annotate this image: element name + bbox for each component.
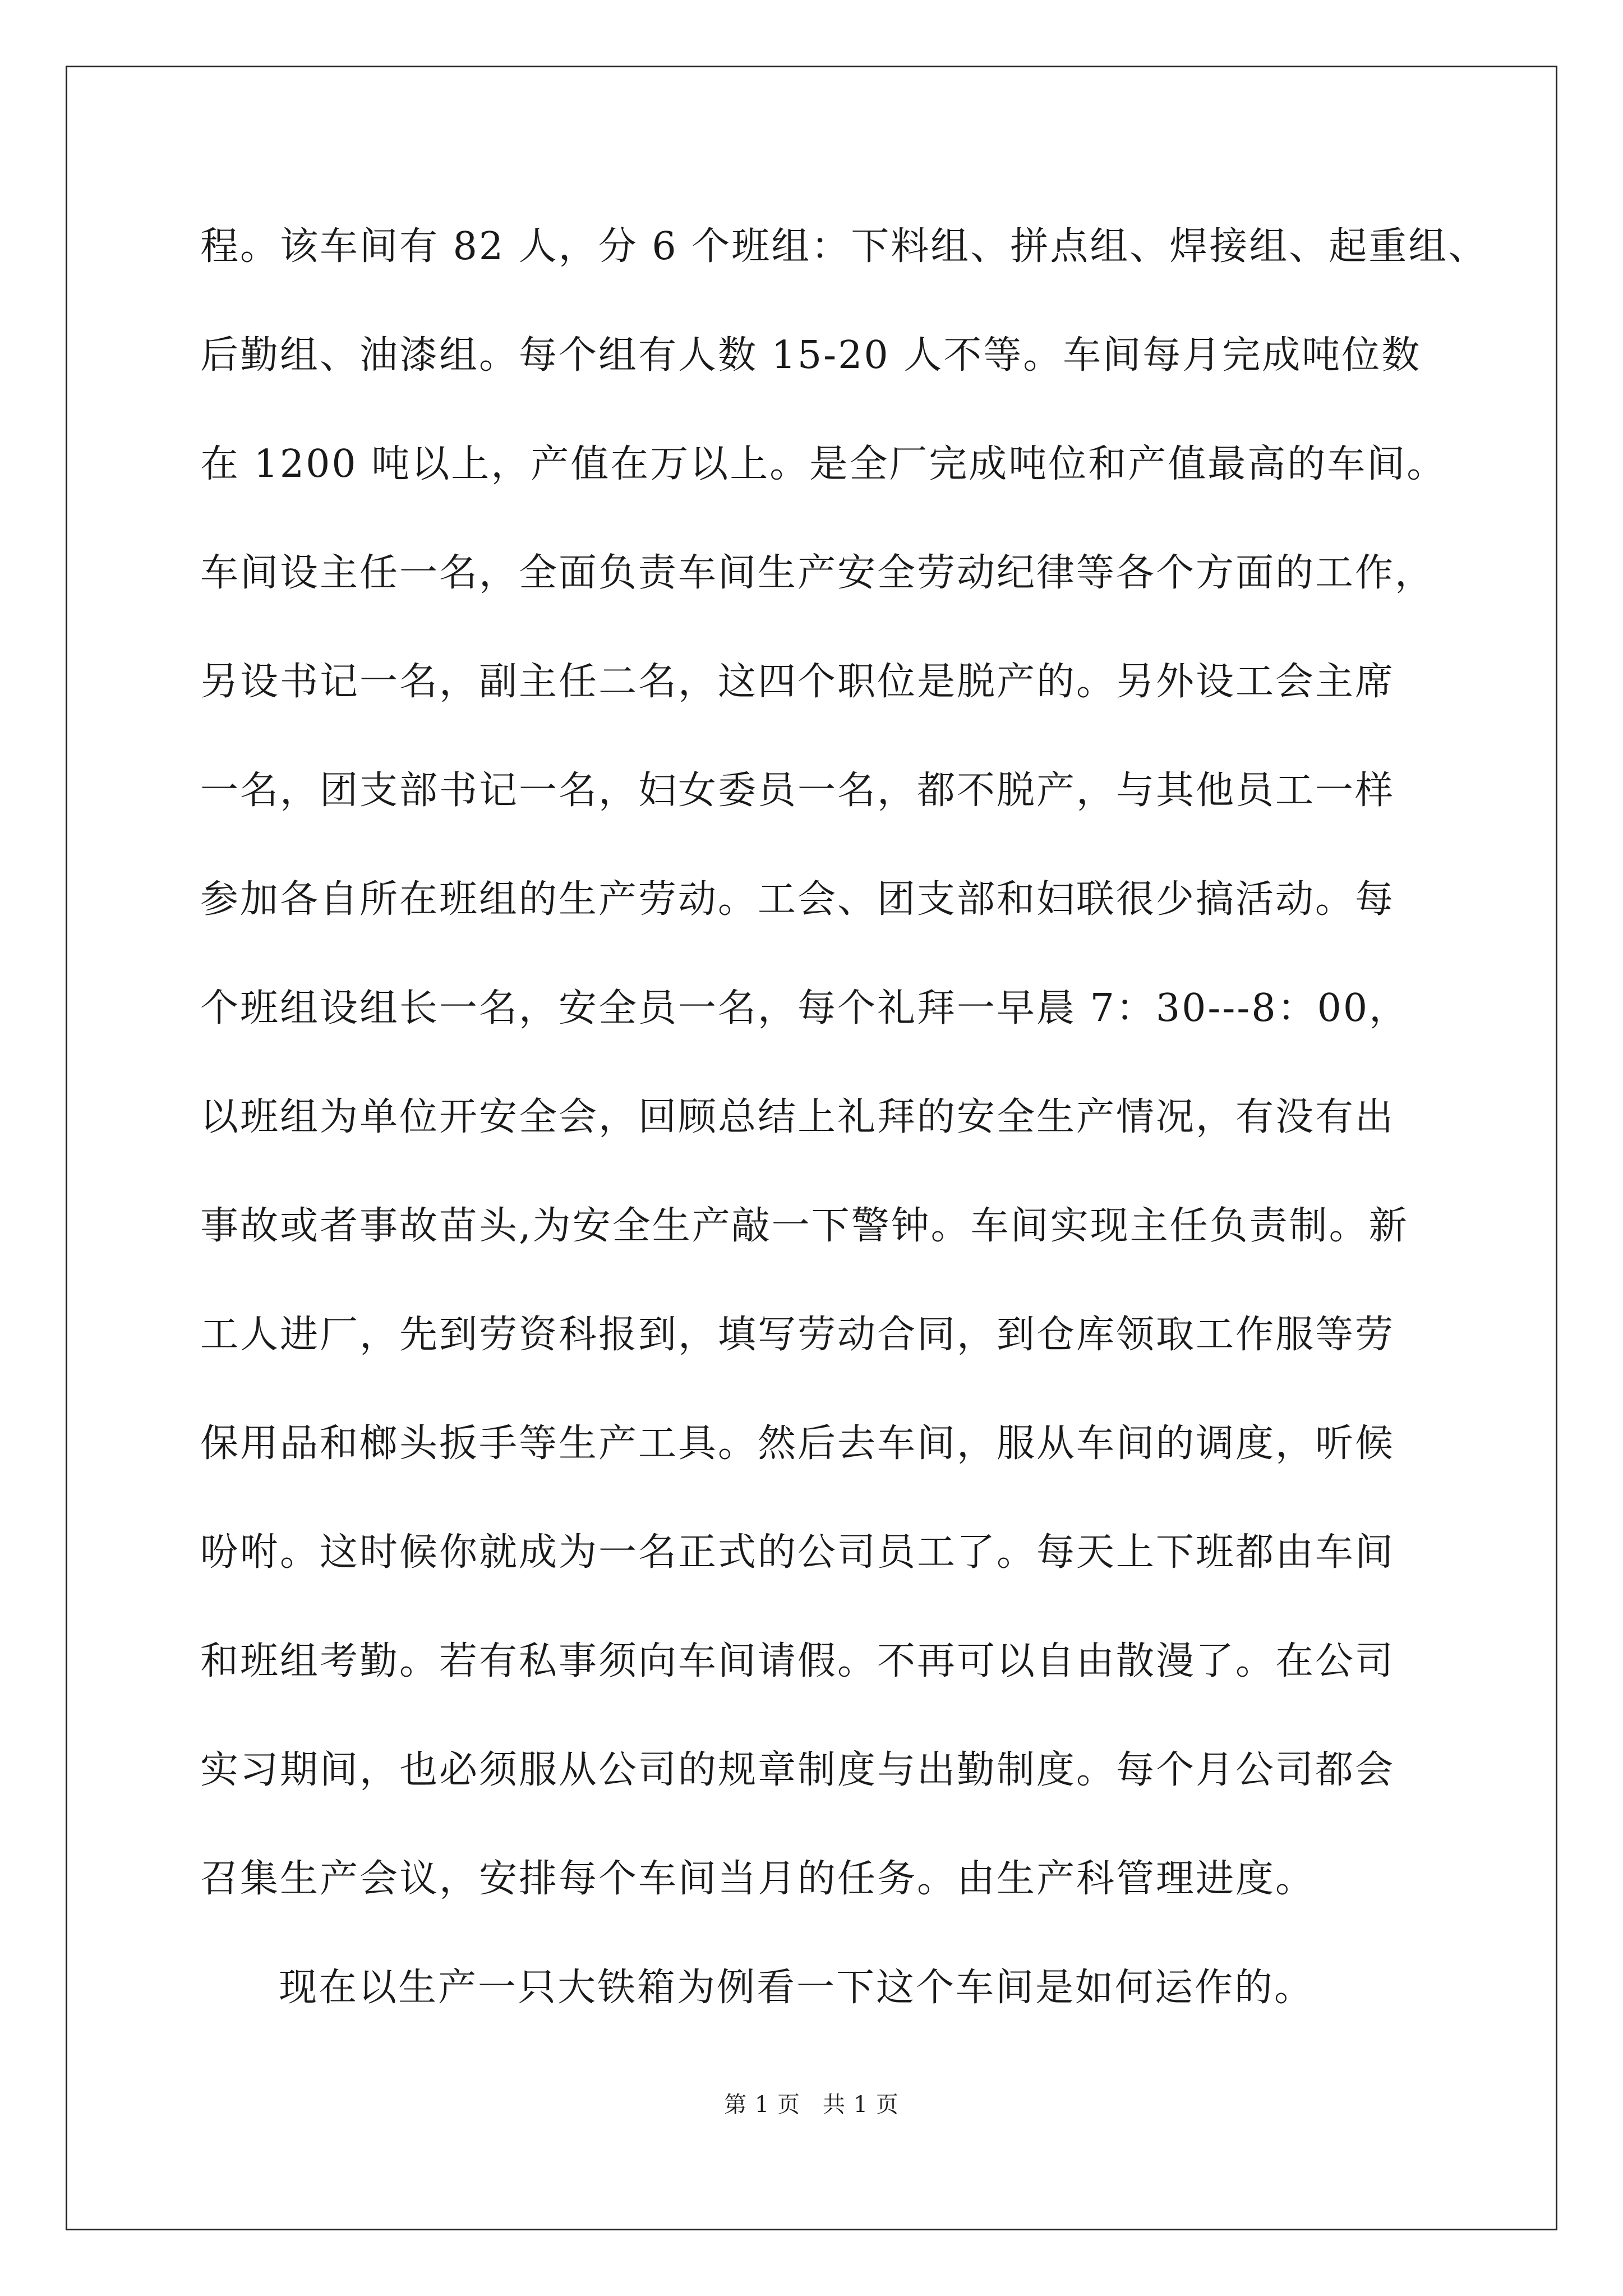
paragraph-line: 工人进厂，先到劳资科报到，填写劳动合同，到仓库领取工作服等劳	[200, 1313, 1395, 1357]
paragraph-line: 吩咐。这时候你就成为一名正式的公司员工了。每天上下班都由车间	[200, 1530, 1395, 1575]
paragraph-line: 个班组设组长一名，安全员一名，每个礼拜一早晨 7：30---8：00，	[200, 986, 1409, 1030]
page-total: 共 1 页	[823, 2092, 899, 2118]
paragraph-line: 实习期间，也必须服从公司的规章制度与出勤制度。每个月公司都会	[200, 1748, 1395, 1792]
paragraph-line: 一名，团支部书记一名，妇女委员一名，都不脱产，与其他员工一样	[200, 769, 1395, 813]
paragraph-line: 现在以生产一只大铁箱为例看一下这个车间是如何运作的。	[279, 1966, 1315, 2010]
paragraph-line: 事故或者事故苗头,为安全生产敲一下警钟。车间实现主任负责制。新	[200, 1204, 1409, 1248]
paragraph-line: 程。该车间有 82 人，分 6 个班组：下料组、拼点组、焊接组、起重组、	[200, 224, 1488, 269]
paragraph-line: 和班组考勤。若有私事须向车间请假。不再可以自由散漫了。在公司	[200, 1639, 1395, 1683]
page-footer	[0, 2087, 1623, 2119]
paragraph-line: 以班组为单位开安全会，回顾总结上礼拜的安全生产情况，有没有出	[200, 1095, 1395, 1139]
paragraph-line: 召集生产会议，安排每个车间当月的任务。由生产科管理进度。	[200, 1857, 1316, 1901]
paragraph-line: 车间设主任一名，全面负责车间生产安全劳动纪律等各个方面的工作，	[200, 551, 1435, 595]
paragraph-line: 另设书记一名，副主任二名，这四个职位是脱产的。另外设工会主席	[200, 660, 1395, 704]
page-number: 第 1 页	[724, 2092, 800, 2118]
paragraph-line: 后勤组、油漆组。每个组有人数 15-20 人不等。车间每月完成吨位数	[200, 333, 1422, 378]
paragraph-line: 保用品和榔头扳手等生产工具。然后去车间，服从车间的调度，听候	[200, 1421, 1395, 1466]
paragraph-line: 参加各自所在班组的生产劳动。工会、团支部和妇联很少搞活动。每	[200, 877, 1395, 922]
paragraph-line: 在 1200 吨以上，产值在万以上。是全厂完成吨位和产值最高的车间。	[200, 442, 1447, 486]
